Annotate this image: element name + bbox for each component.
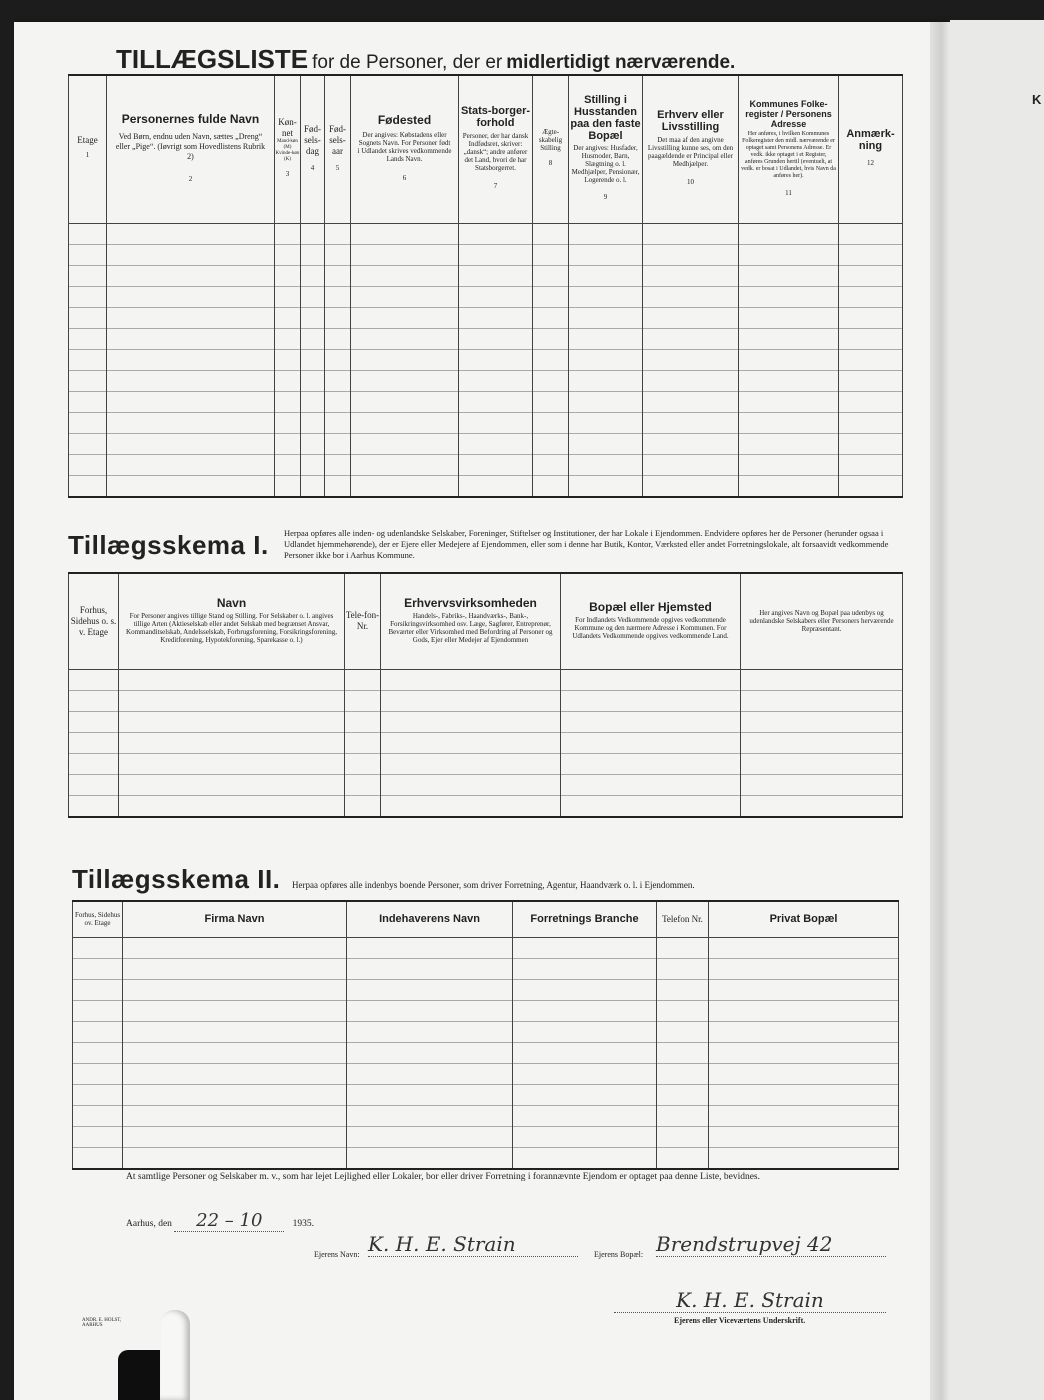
skema1-description: Herpaa opføres alle inden- og udenlandske Selskaber, Foreninger, Stiftelser og Institutioner, der har Lokale i Ejendommen. Endvidere opføres her de Personer (herunder ogsaa i Udlandet hjemmehørende), der er Ejere eller Medejere af Ejendommen, eller som i denne har Butik, Kontor, Værksted eller andet Forretningslokale, alt forsaavidt vedkommende Personer ikke bor i Aarhus Kommune.: [284, 528, 889, 560]
s2-col-branch: Forretnings Branche: [513, 901, 657, 937]
s1-col-representative: Her angives Navn og Bopæl paa udenbys og udenlandske Selskabers eller Personers herværende Repræsentant.: [741, 573, 903, 669]
skema2-table: [72, 900, 899, 1170]
table-row[interactable]: [69, 412, 903, 433]
table-row[interactable]: [69, 349, 903, 370]
page-title: [116, 44, 735, 75]
skema1-body: [69, 669, 903, 817]
printer-mark: ANDR. E. HOLST, AARHUS: [82, 1318, 122, 1328]
col-birthyear: Fød-sels-aar 5: [325, 75, 351, 223]
col-name: Personernes fulde Navn Ved Børn, endnu uden Navn, sættes „Dreng“ eller „Pige“. (Iøvrigt som Hovedlistens Rubrik 2) 2: [107, 75, 275, 223]
s2-col-address: Privat Bopæl: [709, 901, 899, 937]
owner-name-label: Ejerens Navn:: [314, 1250, 360, 1259]
col-gender: Køn-net Mand-køn (M) Kvinde-køn (K) 3: [275, 75, 301, 223]
form-page: [14, 22, 946, 1400]
table-row[interactable]: [69, 690, 903, 711]
table-row[interactable]: [73, 958, 899, 979]
table-row[interactable]: [69, 454, 903, 475]
table-row[interactable]: [73, 1021, 899, 1042]
title-bold: TILLÆGSLISTE: [116, 44, 309, 74]
table-row[interactable]: [69, 753, 903, 774]
skema1-title: Tillægsskema I.: [68, 530, 269, 560]
skema1-header-row: [69, 573, 903, 669]
s1-col-etage: Forhus, Sidehus o. s. v. Etage: [69, 573, 119, 669]
skema2-title: Tillægsskema II.: [72, 864, 281, 894]
table-row[interactable]: [73, 1084, 899, 1105]
table-row[interactable]: [69, 711, 903, 732]
main-header-row: [69, 75, 903, 223]
main-table: [68, 74, 903, 498]
owner-name[interactable]: K. H. E. Strain: [368, 1232, 578, 1257]
signature-label: Ejerens eller Viceværtens Underskrift.: [674, 1316, 806, 1325]
table-row[interactable]: [73, 1042, 899, 1063]
s1-col-residence: Bopæl eller Hjemsted For Indlandets Vedkommende opgives vedkommende Kommune og den nærmere Adresse i Kommunen. For Udlandets Vedkommende opgives vedkommende Land.: [561, 573, 741, 669]
col-occupation: Erhverv eller Livsstilling Det maa af den angivne Livsstilling kunne ses, om den paagældende er Principal eller Medhjælper. 10: [643, 75, 739, 223]
next-page-edge: [950, 20, 1044, 1400]
col-etage: Etage 1: [69, 75, 107, 223]
table-row[interactable]: [69, 774, 903, 795]
table-row[interactable]: [69, 307, 903, 328]
skema1-table: [68, 572, 903, 818]
table-row[interactable]: [69, 669, 903, 690]
s1-col-name: Navn For Personer angives tillige Stand og Stilling. For Selskaber o. l. angives tillige Arten (Aktieselskab eller andet Selskab med begrænset Ansvar, Kommanditselskab, Andelsselskab, Forbrugsforening, Forsikringsforening, Kreditforening, Hypotekforening, Sparekasse o. l.): [119, 573, 345, 669]
year-label: 1935.: [292, 1219, 315, 1229]
table-row[interactable]: [69, 433, 903, 454]
table-row[interactable]: [69, 370, 903, 391]
title-end: midlertidigt nærværende.: [506, 52, 736, 73]
table-row[interactable]: [69, 286, 903, 307]
s1-col-phone: Tele-fon-Nr.: [345, 573, 381, 669]
binder-tab: [160, 1310, 190, 1400]
s2-col-firm: Firma Navn: [123, 901, 347, 937]
table-row[interactable]: [69, 795, 903, 817]
col-birthplace: Fødested Der angives: Købstadens eller Sognets Navn. For Personer født i Udlandet skrives vedkommende Lands Navn. 6: [351, 75, 459, 223]
main-body: [69, 223, 903, 497]
col-marital: Ægte-skabelig Stilling 8: [533, 75, 569, 223]
col-register: Kommunes Folke-register / Personens Adresse Her anføres, i hvilken Kommunes Folkeregister den midl. nærværende er optaget samt Personens Adresse. Er vedk. ikke optaget i et Register, anføres Grunden hertil (eventuelt, at vedk. er bosat i Udlandet, hvis Navn da anføres her). 11: [739, 75, 839, 223]
col-household: Stilling i Husstanden paa den faste Bopæl Der angives: Husfader, Husmoder, Barn, Slægtning o. l. Medhjælper, Pensionær, Logerende o. l. 9: [569, 75, 643, 223]
table-row[interactable]: [73, 1063, 899, 1084]
col-birthday: Fød-sels-dag 4: [301, 75, 325, 223]
table-row[interactable]: [69, 265, 903, 286]
table-row[interactable]: [69, 223, 903, 244]
s2-col-owner: Indehaverens Navn: [347, 901, 513, 937]
table-row[interactable]: [73, 1000, 899, 1021]
table-row[interactable]: [73, 1147, 899, 1169]
owner-address-label: Ejerens Bopæl:: [594, 1250, 644, 1259]
table-row[interactable]: [73, 1126, 899, 1147]
page-fold: [930, 22, 952, 1400]
table-row[interactable]: [69, 244, 903, 265]
table-row[interactable]: [73, 1105, 899, 1126]
s2-col-etage: Forhus, Sidehus ov. Etage: [73, 901, 123, 937]
signature[interactable]: K. H. E. Strain: [614, 1288, 886, 1313]
skema2-body: [73, 937, 899, 1169]
table-row[interactable]: [73, 979, 899, 1000]
skema2-description: Herpaa opføres alle indenbys boende Personer, som driver Forretning, Agentur, Haandværk o. l. i Ejendommen.: [292, 880, 695, 890]
attestation-statement: At samtlige Personer og Selskaber m. v., som har lejet Lejlighed eller Lokaler, bor eller driver Forretning i forannævnte Ejendom er optaget paa denne Liste, bevidnes.: [126, 1172, 760, 1182]
col-citizenship: Stats-borger-forhold Personer, der har dansk Indfødsret, skriver: „dansk“; andre anfører det Land, hvori de har Statsborgerret. 7: [459, 75, 533, 223]
s1-col-business: Erhvervsvirksomheden Handels-, Fabriks-, Haandværks-, Bank-, Forsikringsvirksomhed osv. Læge, Sagfører, Entreprenør, Beværter eller Virksomhed med Befordring af Personer og Gods, Ejer eller Medejer af Ejendommen: [381, 573, 561, 669]
table-row[interactable]: [69, 475, 903, 497]
city-label: Aarhus, den: [126, 1219, 172, 1229]
next-page-letter: K: [1032, 92, 1042, 107]
table-row[interactable]: [69, 732, 903, 753]
skema2-header-row: [73, 901, 899, 937]
table-row[interactable]: [69, 391, 903, 412]
table-row[interactable]: [69, 328, 903, 349]
title-mid: for de Personer, der er: [312, 52, 503, 73]
col-remarks: Anmærk-ning 12: [839, 75, 903, 223]
s2-col-phone: Telefon Nr.: [657, 901, 709, 937]
date-value[interactable]: 22 – 10: [174, 1210, 284, 1232]
table-row[interactable]: [73, 937, 899, 958]
date-line: [126, 1210, 314, 1232]
owner-address[interactable]: Brendstrupvej 42: [656, 1232, 886, 1257]
